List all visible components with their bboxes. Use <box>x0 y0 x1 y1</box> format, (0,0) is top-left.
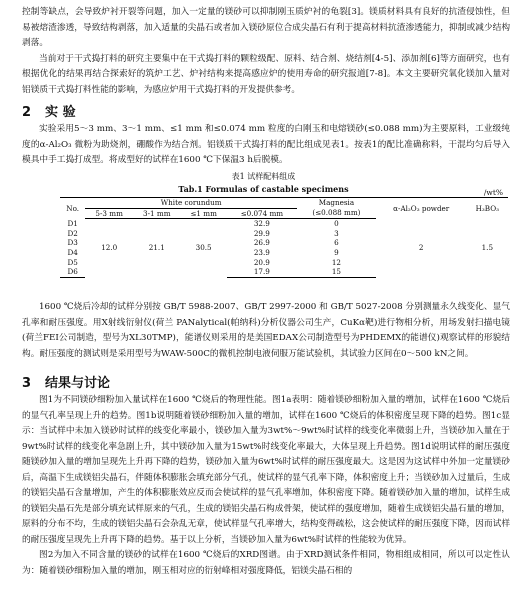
header-5-3mm: 5-3 mm <box>85 208 133 219</box>
header-alumina: α-Al₂O₃ powder <box>376 198 467 219</box>
row-magnesia: 0 <box>334 219 339 229</box>
header-le0074mm: ≤0.074 mm <box>227 208 297 219</box>
table-row <box>60 219 508 229</box>
header-boric-acid: H₃BO₃ <box>467 198 508 219</box>
header-no: No. <box>60 198 85 219</box>
table-title-cn: 表1 试样配料组成 <box>231 172 296 181</box>
row-fine: 20.9 <box>253 257 270 267</box>
row-magnesia: 6 <box>334 238 339 248</box>
formula-table <box>60 197 508 278</box>
row-magnesia: 3 <box>334 228 339 238</box>
section-3-number: 3 <box>22 376 32 391</box>
intro-text <box>22 5 510 98</box>
header-magnesia-size: (≤0.088 mm) <box>297 208 376 219</box>
row-fine: 32.9 <box>253 219 270 229</box>
section-3-title: 结果与讨论 <box>45 376 111 391</box>
header-3-1mm: 3-1 mm <box>133 208 181 219</box>
header-white-corundum: White corundum <box>85 198 297 209</box>
section-2-number: 2 <box>22 105 32 120</box>
header-le1mm: ≤1 mm <box>181 208 227 219</box>
results-paragraph-2: 图2为加入不同含量的镁砂的试样在1600 ℃烧后的XRD图谱。由于XRD测试条件相同，物相组成相同，所以可以定性认为：随着镁砂细粉加入量的增加，刚玉相对应的衍射峰相对强度降低，铝镁尖晶石相的 <box>22 550 510 576</box>
shared-alumina: 2 <box>418 243 424 253</box>
section-2-title: 实 验 <box>45 105 76 120</box>
row-no: D2 <box>67 228 78 238</box>
row-fine: 29.9 <box>253 228 270 238</box>
row-fine: 17.9 <box>227 267 297 277</box>
row-no: D4 <box>67 247 78 257</box>
experiment-text <box>22 122 510 169</box>
methods-text <box>22 300 510 362</box>
row-fine: 23.9 <box>253 247 270 257</box>
row-no: D5 <box>67 257 78 267</box>
results-text <box>22 393 510 579</box>
shared-5-3mm: 12.0 <box>101 243 118 253</box>
shared-le1mm: 30.5 <box>195 243 212 253</box>
header-magnesia: Magnesia <box>297 198 376 209</box>
intro-paragraph-2: 当前对于干式捣打料的研究主要集中在干式捣打料的颗粒级配、原料、结合剂、烧结剂[4-5]、添加剂[6]等方面研究，也有根据优化的结果再结合探索好的筑炉工艺、炉衬结构来提高感应炉的使用寿命的研究报道[7-8]。本文主要研究氧化镁加入量对铝镁质干式捣打料性能的影响，为感应炉用干式捣打料的开发提供参考。 <box>22 53 510 95</box>
row-no: D1 <box>67 218 78 228</box>
section-2-heading <box>22 101 90 120</box>
row-no: D6 <box>60 267 85 277</box>
table-unit: /wt% <box>483 188 503 197</box>
shared-3-1mm: 21.1 <box>148 243 165 253</box>
row-magnesia: 15 <box>297 267 376 277</box>
row-magnesia: 12 <box>331 257 341 267</box>
intro-paragraph-1: 控制等缺点，会导致炉衬开裂等问题，加入一定量的镁砂可以抑制刚玉质炉衬的龟裂[3]。镁质材料具有良好的抗渣侵蚀性，但易被熔渣渗透，导致结构剥落，加入适量的尖晶石或者加入镁砂原位合成尖晶石有利于提高材料抗渣渗透能力，抑制或减少结构剥落。 <box>22 7 510 48</box>
results-paragraph-1: 图1为不同镁砂细粉加入量试样在1600 ℃烧后的物理性能。图1a表明：随着镁砂细粉加入量的增加，试样在1600 ℃烧后的显气孔率呈现上升的趋势。图1b说明随着镁砂细粉加入量的增加，试样在1600 ℃烧后的体积密度呈现下降的趋势。图1c显示：当试样中未加入镁砂时试样的线变化率最小，镁砂加入量为3wt%～9wt%时试样的线变化率微弱上升，当镁砂加入量在于9wt%时试样的线变化率急剧上升，其中镁砂加入量为15wt%时线变化率最大，大体呈现上升趋势。图1d说明试样的耐压强度随镁砂加入量的增加呈现先上升再下降的趋势，镁砂加入量为6wt%时试样的耐压强度最大。这是因为这试样中外加一定量镁砂后，高温下生成镁铝尖晶石，伴随体积膨胀会填充部分气孔，使试样的显气孔率下降，体积密度上升；当镁砂加入过量后，生成的镁铝尖晶石含量增加，产生的体积膨胀效应反而会使试样的显气孔率增加，体积密度下降。随着镁砂加入量的增加，试样生成的镁铝尖晶石先是部分填充试样原来的气孔，生成的镁铝尖晶石构成骨架，使试样的强度增加，随着生成镁铝尖晶石量的增加，原料的分布不均，生成的镁铝尖晶石会杂乱无章，使试样显气孔率增大，结构变得疏松，这会使试样的耐压强度下降，因而试样的耐压强度呈现先上升再下降的趋势。基于以上分析，当镁砂加入量为6wt%时试样的性能较为优异。 <box>22 395 510 545</box>
shared-boric: 1.5 <box>481 243 494 253</box>
row-magnesia: 9 <box>334 247 339 257</box>
experiment-paragraph-1: 实验采用5～3 mm、3～1 mm、≤1 mm 和≤0.074 mm 粒度的白刚玉和电熔镁砂(≤0.088 mm)为主要原料，工业级纯度的α-Al₂O₃ 微粉为助烧剂，硼酸作为结合剂。铝镁质干式捣打料的配比组成见表1。按表1的配比准确称料，干混均匀后导入模具中手工捣打成型。将成型好的试样在1600 ℃下保温3 h后脱模。 <box>22 124 510 165</box>
row-fine: 26.9 <box>253 238 270 248</box>
table-title-en: Tab.1 Formulas of castable specimens <box>178 184 349 194</box>
row-no: D3 <box>67 238 78 248</box>
methods-paragraph: 1600 ℃烧后冷却的试样分别按 GB/T 5988-2007、GB/T 2997-2000 和 GB/T 5027-2008 分别测量永久线变化、显气孔率和耐压强度。用X射线衍射仪(荷兰 PANalytical(帕纳科)分析仪器公司生产，CuKα靶)进行物相分析，用场发射扫描电镜(荷兰FEI公司制造，型号为XL30TMP)，能谱仪则采用的是美国EDAX公司制造型号为PHDEMX的能谱仪)观察试样的形貌结构。耐压强度的测试则是采用型号为WAW-500C的微机控制电液伺服万能试验机，其试验力区间在0～500 kN之间。 <box>22 302 510 359</box>
section-3-heading <box>22 372 124 391</box>
